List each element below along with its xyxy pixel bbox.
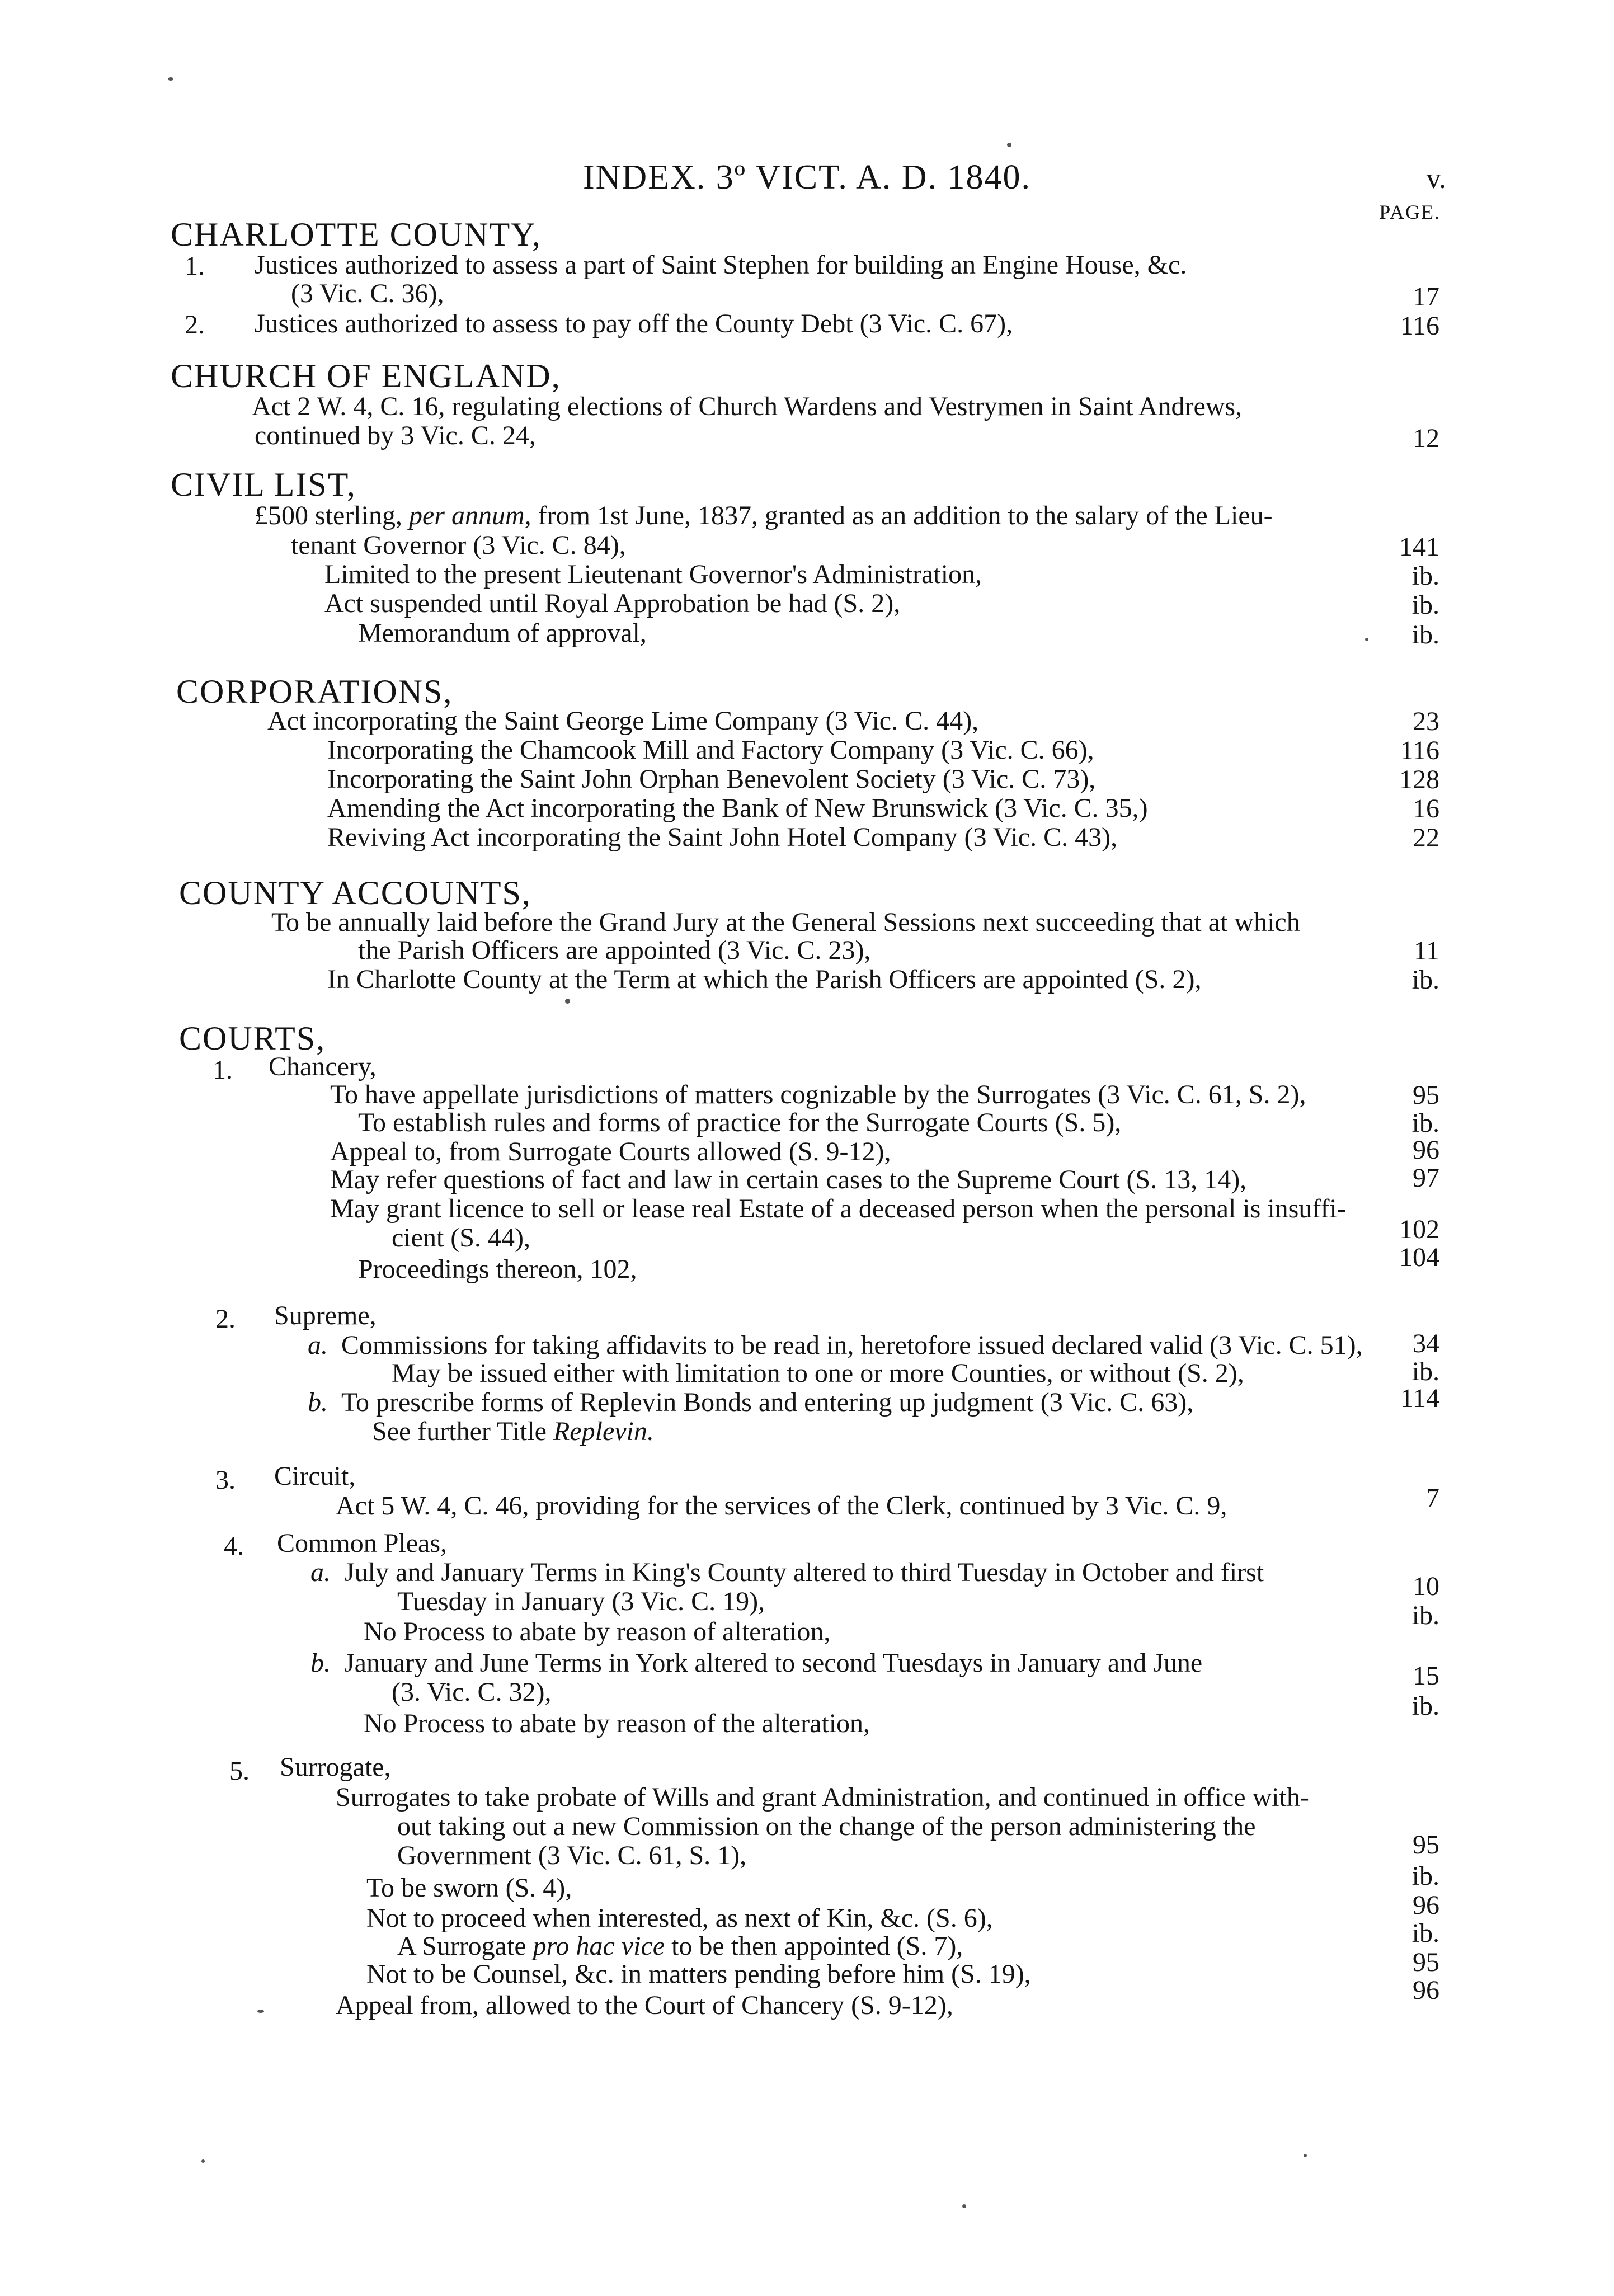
page-ref: 97 [1413, 1163, 1439, 1193]
section-heading: CHARLOTTE COUNTY, [171, 216, 542, 253]
page-ref: 10 [1413, 1572, 1439, 1601]
page-title: INDEX. 3º VICT. A. D. 1840. [582, 158, 1032, 196]
entry-letter [308, 1330, 328, 1361]
entry-text: tenant Governor (3 Vic. C. 84), [291, 530, 626, 560]
entry-text: To establish rules and forms of practice for the Surrogate Courts (S. 5), [358, 1108, 1122, 1137]
entry-text: No Process to abate by reason of alteration, [364, 1617, 831, 1646]
entry-text: Appeal from, allowed to the Court of Chancery (S. 9-12), [336, 1991, 953, 2020]
entry-text: January and June Terms in York altered to second Tuesdays in January and June [344, 1648, 1203, 1678]
section-heading: CHURCH OF ENGLAND, [171, 357, 561, 394]
page-ref: 141 [1399, 532, 1439, 562]
entry-text: To have appellate jurisdictions of matters cognizable by the Surrogates (3 Vic. C. 61, S. 2), [330, 1080, 1306, 1109]
entry-text-part: A Surrogate [397, 1931, 533, 1961]
entry-text [255, 501, 1273, 531]
scan-speck [257, 2010, 264, 2013]
scan-speck [962, 2204, 966, 2208]
subsection-title: Circuit, [274, 1461, 356, 1491]
entry-text: May be issued either with limitation to one or more Counties, or without (S. 2), [392, 1358, 1244, 1388]
subsection-title: Surrogate, [280, 1752, 391, 1782]
entry-text: Proceedings thereon, 102, [358, 1254, 637, 1284]
entry-text: the Parish Officers are appointed (3 Vic. C. 23), [358, 935, 871, 965]
entry-number: 3. [215, 1465, 236, 1495]
page-number: v. [1426, 163, 1446, 195]
page-ref: ib. [1411, 620, 1439, 650]
entry-number: 5. [229, 1756, 250, 1786]
scan-speck [565, 999, 570, 1004]
entry-letter-text: b. [308, 1387, 328, 1417]
page-ref: 102 [1399, 1215, 1439, 1244]
section-heading: COUNTY ACCOUNTS, [179, 874, 531, 911]
page-ref: ib. [1411, 1861, 1439, 1891]
page-ref: 17 [1413, 282, 1439, 312]
page-ref: 23 [1413, 707, 1439, 736]
page-ref: 95 [1413, 1830, 1439, 1860]
page-ref: ib. [1411, 590, 1439, 620]
entry-text: In Charlotte County at the Term at which the Parish Officers are appointed (S. 2), [327, 964, 1202, 994]
entry-letter [310, 1558, 331, 1588]
page-ref: 104 [1399, 1243, 1439, 1272]
entry-text: Limited to the present Lieutenant Governor's Administration, [324, 559, 982, 589]
entry-text-part: to be then appointed (S. 7), [665, 1931, 963, 1961]
scan-speck [1365, 638, 1368, 641]
entry-text: Commissions for taking affidavits to be read in, heretofore issued declared valid (3 Vic. C. 51), [341, 1330, 1363, 1360]
entry-text: Act 2 W. 4, C. 16, regulating elections of Church Wardens and Vestrymen in Saint Andrews, [252, 392, 1243, 421]
page-ref: ib. [1411, 1918, 1439, 1948]
subsection-title: Common Pleas, [277, 1528, 448, 1558]
entry-text: May refer questions of fact and law in certain cases to the Supreme Court (S. 13, 14), [330, 1165, 1247, 1194]
scan-speck [168, 77, 173, 81]
page-ref: 11 [1413, 936, 1439, 966]
entry-number: 1. [185, 251, 205, 281]
scan-speck [1304, 2154, 1307, 2157]
entry-number: 2. [215, 1304, 236, 1334]
entry-text: Amending the Act incorporating the Bank of New Brunswick (3 Vic. C. 35,) [327, 793, 1148, 823]
page-ref: 95 [1413, 1080, 1439, 1110]
scan-speck [201, 2159, 205, 2163]
page-ref: 96 [1413, 1890, 1439, 1920]
entry-text: (3 Vic. C. 36), [291, 279, 444, 308]
section-heading: CIVIL LIST, [171, 466, 356, 503]
entry-text: Justices authorized to assess to pay off the County Debt (3 Vic. C. 67), [255, 309, 1013, 338]
entry-text: Government (3 Vic. C. 61, S. 1), [397, 1841, 747, 1870]
page-ref: 16 [1413, 794, 1439, 824]
entry-text: Incorporating the Saint John Orphan Benevolent Society (3 Vic. C. 73), [327, 764, 1096, 794]
page-ref: 22 [1413, 823, 1439, 853]
italic-phrase: per annum, [408, 501, 531, 530]
entry-letter [310, 1648, 331, 1678]
entry-number: 2. [185, 310, 205, 340]
entry-letter-text: a. [310, 1558, 331, 1587]
section-heading: COURTS, [179, 1020, 326, 1057]
entry-text: Act incorporating the Saint George Lime Company (3 Vic. C. 44), [267, 706, 979, 736]
entry-text-part: See further Title [372, 1417, 553, 1446]
entry-text [397, 1931, 963, 1961]
page-ref: 7 [1426, 1483, 1439, 1513]
entry-text: July and January Terms in King's County altered to third Tuesday in October and first [344, 1558, 1264, 1587]
scan-speck [1007, 143, 1011, 147]
page-ref: 96 [1413, 1135, 1439, 1165]
entry-text: To be sworn (S. 4), [366, 1873, 572, 1903]
page-ref: ib. [1411, 561, 1439, 591]
page-ref: 96 [1413, 1975, 1439, 2005]
page-ref: ib. [1411, 1691, 1439, 1721]
page-ref: ib. [1411, 965, 1439, 995]
entry-text: Tuesday in January (3 Vic. C. 19), [397, 1587, 765, 1616]
page-ref: 116 [1400, 311, 1439, 341]
italic-phrase: pro hac vice [533, 1931, 665, 1961]
subsection-title: Supreme, [274, 1301, 377, 1330]
entry-text: May grant licence to sell or lease real Estate of a deceased person when the personal is insuffi- [330, 1194, 1346, 1224]
entry-text-part: from 1st June, 1837, granted as an addition to the salary of the Lieu- [531, 501, 1273, 530]
entry-number: 4. [224, 1531, 244, 1561]
entry-text: Appeal to, from Surrogate Courts allowed (S. 9-12), [330, 1137, 891, 1166]
page-ref: 15 [1413, 1661, 1439, 1691]
page-ref: 34 [1413, 1329, 1439, 1358]
entry-number: 1. [213, 1055, 233, 1085]
page-ref: 95 [1413, 1947, 1439, 1977]
entry-text: To be annually laid before the Grand Jury at the General Sessions next succeeding that at which [271, 907, 1300, 937]
entry-text-part: £500 sterling, [255, 501, 409, 530]
entry-text: Memorandum of approval, [358, 618, 647, 648]
entry-text: Act 5 W. 4, C. 46, providing for the services of the Clerk, continued by 3 Vic. C. 9, [336, 1491, 1227, 1521]
entry-text: Not to proceed when interested, as next of Kin, &c. (S. 6), [366, 1903, 993, 1933]
page-ref: ib. [1411, 1357, 1439, 1386]
page-ref: ib. [1411, 1601, 1439, 1630]
entry-text: To prescribe forms of Replevin Bonds and entering up judgment (3 Vic. C. 63), [341, 1387, 1194, 1417]
page-ref: 128 [1399, 765, 1439, 794]
entry-text: (3. Vic. C. 32), [392, 1677, 552, 1707]
page-ref: 12 [1413, 424, 1439, 453]
entry-text: continued by 3 Vic. C. 24, [255, 421, 536, 450]
entry-letter-text: a. [308, 1330, 328, 1360]
page-ref: 114 [1400, 1384, 1439, 1413]
entry-letter-text: b. [310, 1648, 331, 1678]
entry-letter [308, 1387, 328, 1418]
entry-text [372, 1417, 654, 1447]
entry-text: Incorporating the Chamcook Mill and Factory Company (3 Vic. C. 66), [327, 735, 1094, 765]
page-ref: ib. [1411, 1108, 1439, 1138]
entry-text: Not to be Counsel, &c. in matters pending before him (S. 19), [366, 1959, 1031, 1989]
entry-text: out taking out a new Commission on the change of the person administering the [397, 1812, 1256, 1841]
entry-text: Act suspended until Royal Approbation be had (S. 2), [324, 589, 901, 618]
italic-phrase: Replevin. [553, 1417, 654, 1446]
entry-text: No Process to abate by reason of the alteration, [364, 1709, 870, 1738]
entry-text: Reviving Act incorporating the Saint John Hotel Company (3 Vic. C. 43), [327, 822, 1118, 852]
page-column-label: PAGE. [1379, 201, 1441, 223]
section-heading: CORPORATIONS, [176, 673, 453, 710]
page-ref: 116 [1400, 736, 1439, 765]
subsection-title: Chancery, [269, 1052, 377, 1081]
entry-text: cient (S. 44), [392, 1223, 530, 1253]
entry-text: Surrogates to take probate of Wills and grant Administration, and continued in office with- [336, 1782, 1309, 1812]
entry-text: Justices authorized to assess a part of Saint Stephen for building an Engine House, &c. [255, 250, 1187, 280]
